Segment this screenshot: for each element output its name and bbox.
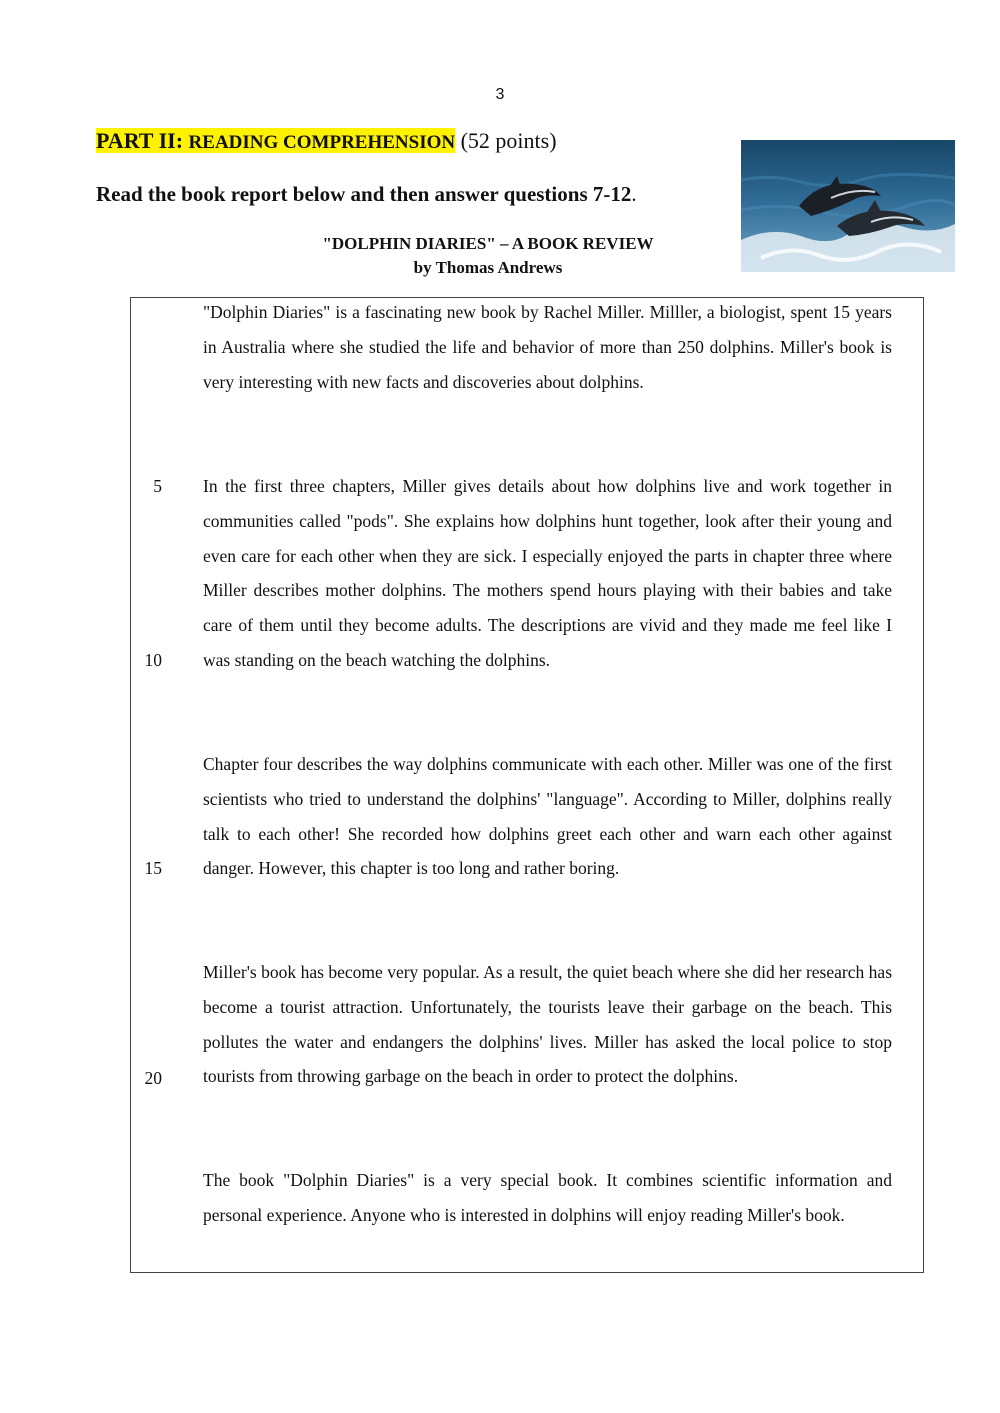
- paragraph: In the first three chapters, Miller gives details about how dolphins live and work together in communities called "pods". She explains how dolphins hunt together, look after their young and even care for each other when they are sick. I especially enjoyed the parts in chapter three where Miller describes mother dolphins. The mothers spend hours playing with their babies and take care of them until they become adults. The descriptions are vivid and they made me feel like I was standing on the beach watching the dolphins.: [203, 476, 892, 670]
- part-number: PART II:: [96, 128, 184, 153]
- part-heading: [96, 128, 557, 154]
- dolphin-image: [741, 140, 955, 272]
- paragraph: "Dolphin Diaries" is a fascinating new book by Rachel Miller. Milller, a biologist, spent 15 years in Australia where she studied the life and behavior of more than 250 dolphins. Miller's book is very interesting with new facts and discoveries about dolphins.: [203, 302, 892, 392]
- paragraph: Chapter four describes the way dolphins communicate with each other. Miller was one of the first scientists who tried to understand the dolphins' "language". According to Miller, dolphins really talk to each other! She recorded how dolphins greet each other and warn each other against danger. However, this chapter is too long and rather boring.: [203, 754, 892, 879]
- dolphin-photo: [741, 140, 955, 272]
- highlighted-heading: [96, 128, 455, 153]
- review-byline: by Thomas Andrews: [413, 258, 563, 277]
- paragraph: Miller's book has become very popular. As a result, the quiet beach where she did her research has become a tourist attraction. Unfortunately, the tourists leave their garbage on the beach. This pollutes the water and endangers the dolphins' lives. Miller has asked the local police to stop tourists from throwing garbage on the beach in order to protect the dolphins.: [203, 962, 892, 1087]
- review-header: [288, 232, 688, 280]
- review-title: "DOLPHIN DIARIES" – A BOOK REVIEW: [322, 234, 654, 253]
- instructions: [96, 182, 637, 207]
- points-label: (52 points): [460, 128, 557, 153]
- line-number: 20: [144, 1068, 162, 1088]
- instructions-text: Read the book report below and then answer questions 7-12: [96, 182, 632, 206]
- paragraph: The book "Dolphin Diaries" is a very special book. It combines scientific information and personal experience. Anyone who is interested in dolphins will enjoy reading Miller's book.: [203, 1170, 892, 1225]
- part-title: READING COMPREHENSION: [188, 132, 456, 153]
- page-number: 3: [495, 86, 505, 103]
- line-number: 5: [153, 476, 162, 496]
- line-number: 15: [144, 858, 162, 878]
- instructions-period: .: [631, 182, 637, 206]
- line-number: 10: [144, 650, 162, 670]
